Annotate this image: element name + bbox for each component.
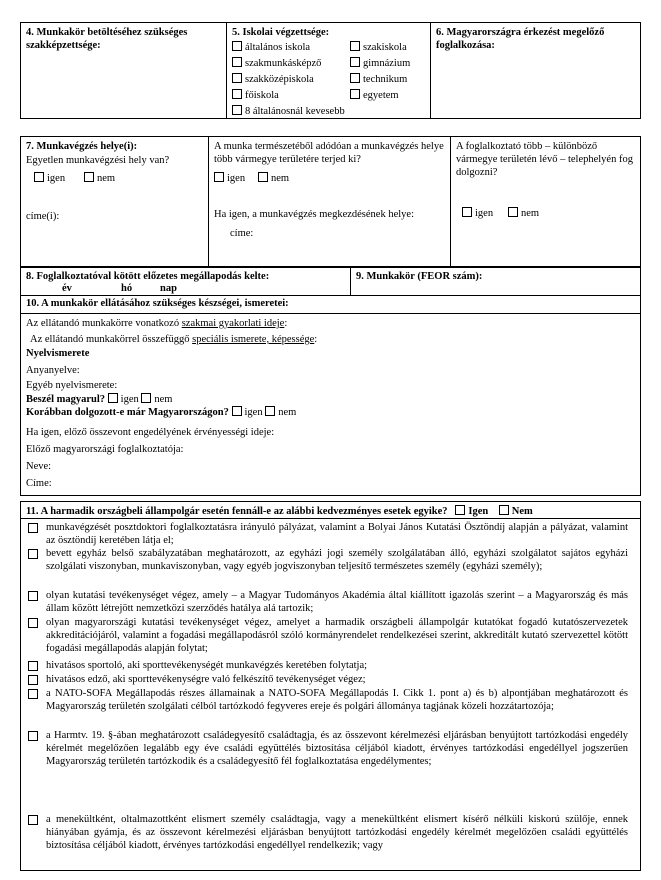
single-location-yes[interactable] [34,172,65,186]
case-text: olyan kutatási tevékenységet végez, amely – a Magyar Tudományos Akadémia által kiállított igazolás szerint – a Magyarország és más állam között létrejött nemzetközi szerződés hatálya alá tartozik; [46,590,628,614]
section-8-title: 8. Foglalkoztatóval kötött előzetes megállapodás kelte: [26,271,270,282]
school-option[interactable] [232,89,279,103]
worked-before-row [26,406,296,420]
school-option[interactable] [350,41,407,55]
case-item [28,730,628,768]
yes-label: Igen [468,506,489,517]
checkbox[interactable] [455,505,465,515]
checkbox[interactable] [508,207,518,217]
special-skill-text: Az ellátandó munkakörrel összefüggő [30,334,193,345]
start-address-label: címe: [230,228,254,239]
checkbox[interactable] [28,731,38,741]
native-language-label: Anyanyelve: [26,365,80,376]
school-option[interactable] [350,73,407,87]
multi-county-yes[interactable] [214,172,245,186]
multi-site-yes[interactable] [462,207,493,221]
checkbox[interactable] [499,505,509,515]
checkbox[interactable] [232,89,242,99]
case-item [28,688,628,714]
checkbox[interactable] [462,207,472,217]
day-label: nap [160,283,177,294]
checkbox[interactable] [28,675,38,685]
school-label: szakközépiskola [245,74,314,85]
school-option[interactable] [232,41,310,55]
yes-label: igen [227,173,246,184]
no-label: nem [154,394,173,405]
section-10-title: 10. A munkakör ellátásához szükséges készségei, ismeretei: [26,298,289,309]
checkbox[interactable] [108,393,118,403]
permit-validity-label: Ha igen, előző összevont engedélyének érvényességi ideje: [26,427,275,438]
checkbox[interactable] [28,661,38,671]
case-item [28,660,628,673]
employer-name-label: Neve: [26,461,52,472]
no-label: Nem [511,506,533,517]
checkbox[interactable] [232,406,242,416]
no-label: nem [97,173,116,184]
case-text: a NATO-SOFA Megállapodás részes államainak a NATO-SOFA Megállapodás I. Cikk 1. pont a) és b) alpontjában meghatározott és Magyarország területén szolgálati célból tartózkodó fegyveres ereje és polgári állománya tagjának közeli hozzátartozója; [46,688,628,712]
speaks-hungarian-row [26,393,172,407]
experience-text: Az ellátandó munkakörre vonatkozó [26,318,182,329]
case-text: bevett egyház belső szabályzatában meghatározott, az egyházi jogi személy szolgálatában álló, egyházi szolgálatot sajátos egyházi szolgálati viszonyban, munkaviszonyban, vagy egyéb jogviszonyban teljesítő természetes személy (egyházi személy); [46,548,628,572]
yes-label: igen [475,208,494,219]
language-heading: Nyelvismerete [26,348,90,359]
section-4-title: 4. Munkakör betöltéséhez szükséges szakképzettsége: [26,27,188,51]
no-label: nem [521,208,540,219]
multi-site-question: A foglalkoztató több – különböző vármegye területén lévő – telephelyén fog dolgozni? [456,141,633,178]
yes-label: igen [120,394,139,405]
start-location-label: Ha igen, a munkavégzés megkezdésének helye: [214,209,414,220]
speaks-hungarian-question: Beszél magyarul? [26,394,106,405]
school-label: gimnázium [363,58,411,69]
special-skill-line: Az ellátandó munkakörrel összefüggő speciális ismerete, képessége: [30,334,318,345]
checkbox[interactable] [28,549,38,559]
divider [450,136,451,267]
school-label: általános iskola [245,42,311,53]
checkbox[interactable] [28,523,38,533]
divider [20,295,641,296]
address-label: címe(i): [26,211,60,222]
checkbox[interactable] [28,689,38,699]
school-label: szakiskola [363,42,407,53]
case-item [28,590,628,616]
section-6-title: 6. Magyarországra érkezést megelőző foglalkozása: [436,27,605,51]
section-7-title: 7. Munkavégzés helye(i): [26,141,138,152]
yes-label: igen [47,173,66,184]
case-item [28,522,628,548]
checkbox[interactable] [232,41,242,51]
experience-underlined: szakmai gyakorlati ideje [181,318,285,329]
school-label: szakmunkásképző [245,58,322,69]
case-text: hivatásos sportoló, aki sporttevékenységét munkavégzés keretében folytatja; [46,660,368,671]
previous-employer-label: Előző magyarországi foglalkoztatója: [26,444,184,455]
no-label: nem [271,173,290,184]
school-option[interactable] [232,105,345,119]
no-label: nem [278,407,297,418]
case-item [28,617,628,655]
case-text: munkavégzését posztdoktori foglalkoztatásra irányuló pályázat, valamint a Bolyai János Kutatási Ösztöndíj alapján a pályázat, valamint az ösztöndíj keretében látja el; [46,522,628,546]
experience-line: Az ellátandó munkakörre vonatkozó szakmai gyakorlati ideje: [26,318,288,329]
divider [350,267,351,295]
special-skill-underlined: speciális ismerete, képessége [192,334,315,345]
school-option[interactable] [350,57,410,71]
checkbox[interactable] [34,172,44,182]
single-location-question: Egyetlen munkavégzési hely van? [26,155,170,166]
case-text: a Harmtv. 19. §-ában meghatározott családegyesítő családtagja, és az összevont kérelmezési eljárásban benyújtott tartózkodási engedély kérelmét megelőzően legalább egy éve családi együttélés biztosítása céljából kiadott, érvényes tartózkodási engedéllyel jogszerűen Magyarország területén tartózkodik és a családegyesítő fél foglalkoztatása engedélymentes; [46,730,628,767]
school-label: 8 általánosnál kevesebb [245,106,345,117]
divider [20,313,641,314]
multi-site-no[interactable] [508,207,539,221]
section-11-title: 11. A harmadik országbeli állampolgár esetén fennáll-e az alábbi kedvezményes esetek egyike? [26,506,448,517]
checkbox[interactable] [214,172,224,182]
month-label: hó [121,283,133,294]
yes-label: igen [244,407,263,418]
checkbox[interactable] [28,591,38,601]
divider [208,136,209,267]
section-9-title: 9. Munkakör (FEOR szám): [356,271,483,282]
other-language-label: Egyéb nyelvismerete: [26,380,118,391]
divider [226,22,227,119]
school-option[interactable] [350,89,399,103]
school-option[interactable] [232,73,314,87]
case-item [28,814,628,852]
employer-address-label: Címe: [26,478,52,489]
checkbox[interactable] [28,815,38,825]
school-label: főiskola [245,90,279,101]
case-text: hivatásos edző, aki sporttevékenységre való felkészítő tevékenységet végez; [46,674,366,685]
year-label: év [62,283,72,294]
case-text: a menekültként, oltalmazottként elismert személy családtagja, vagy a menekültként elismert kísérő nélküli kiskorú szülője, ennek hiányában gyámja, és az összevont kérelmezési eljárásban benyújtott tartózkodási engedély kérelmét megelőzően családi együttélés biztosítása céljából kiadott, érvényes tartózkodási engedéllyel rendelkezik; vagy [46,814,628,851]
checkbox[interactable] [350,73,360,83]
section-11-title-row [26,505,533,519]
checkbox[interactable] [350,41,360,51]
school-option[interactable] [232,57,321,71]
single-location-no[interactable] [84,172,115,186]
multi-county-no[interactable] [258,172,289,186]
checkbox[interactable] [232,57,242,67]
case-item [28,548,628,574]
checkbox[interactable] [232,105,242,115]
checkbox[interactable] [350,57,360,67]
checkbox[interactable] [141,393,151,403]
worked-before-question: Korábban dolgozott-e már Magyarországon? [26,407,229,418]
checkbox[interactable] [232,73,242,83]
checkbox[interactable] [258,172,268,182]
checkbox[interactable] [84,172,94,182]
section-5-title: 5. Iskolai végzettsége: [232,27,330,38]
school-label: egyetem [363,90,399,101]
case-item [28,674,628,687]
checkbox[interactable] [28,618,38,628]
checkbox[interactable] [265,406,275,416]
divider [430,22,431,119]
school-label: technikum [363,74,408,85]
multi-county-question: A munka természetéből adódóan a munkavégzés helye több vármegye területére terjed ki? [214,141,444,165]
case-text: olyan magyarországi kutatási tevékenységet végez, amelyet a harmadik országbeli állampolgár kutatókat fogadó kutatószervezetek akkreditációjáról, valamint a fogadási megállapodásról szóló kormányrendelet rendelkezései szerint, akkreditált kutató szervezettel kötött fogadási megállapodás alapján folytat; [46,617,628,654]
checkbox[interactable] [350,89,360,99]
